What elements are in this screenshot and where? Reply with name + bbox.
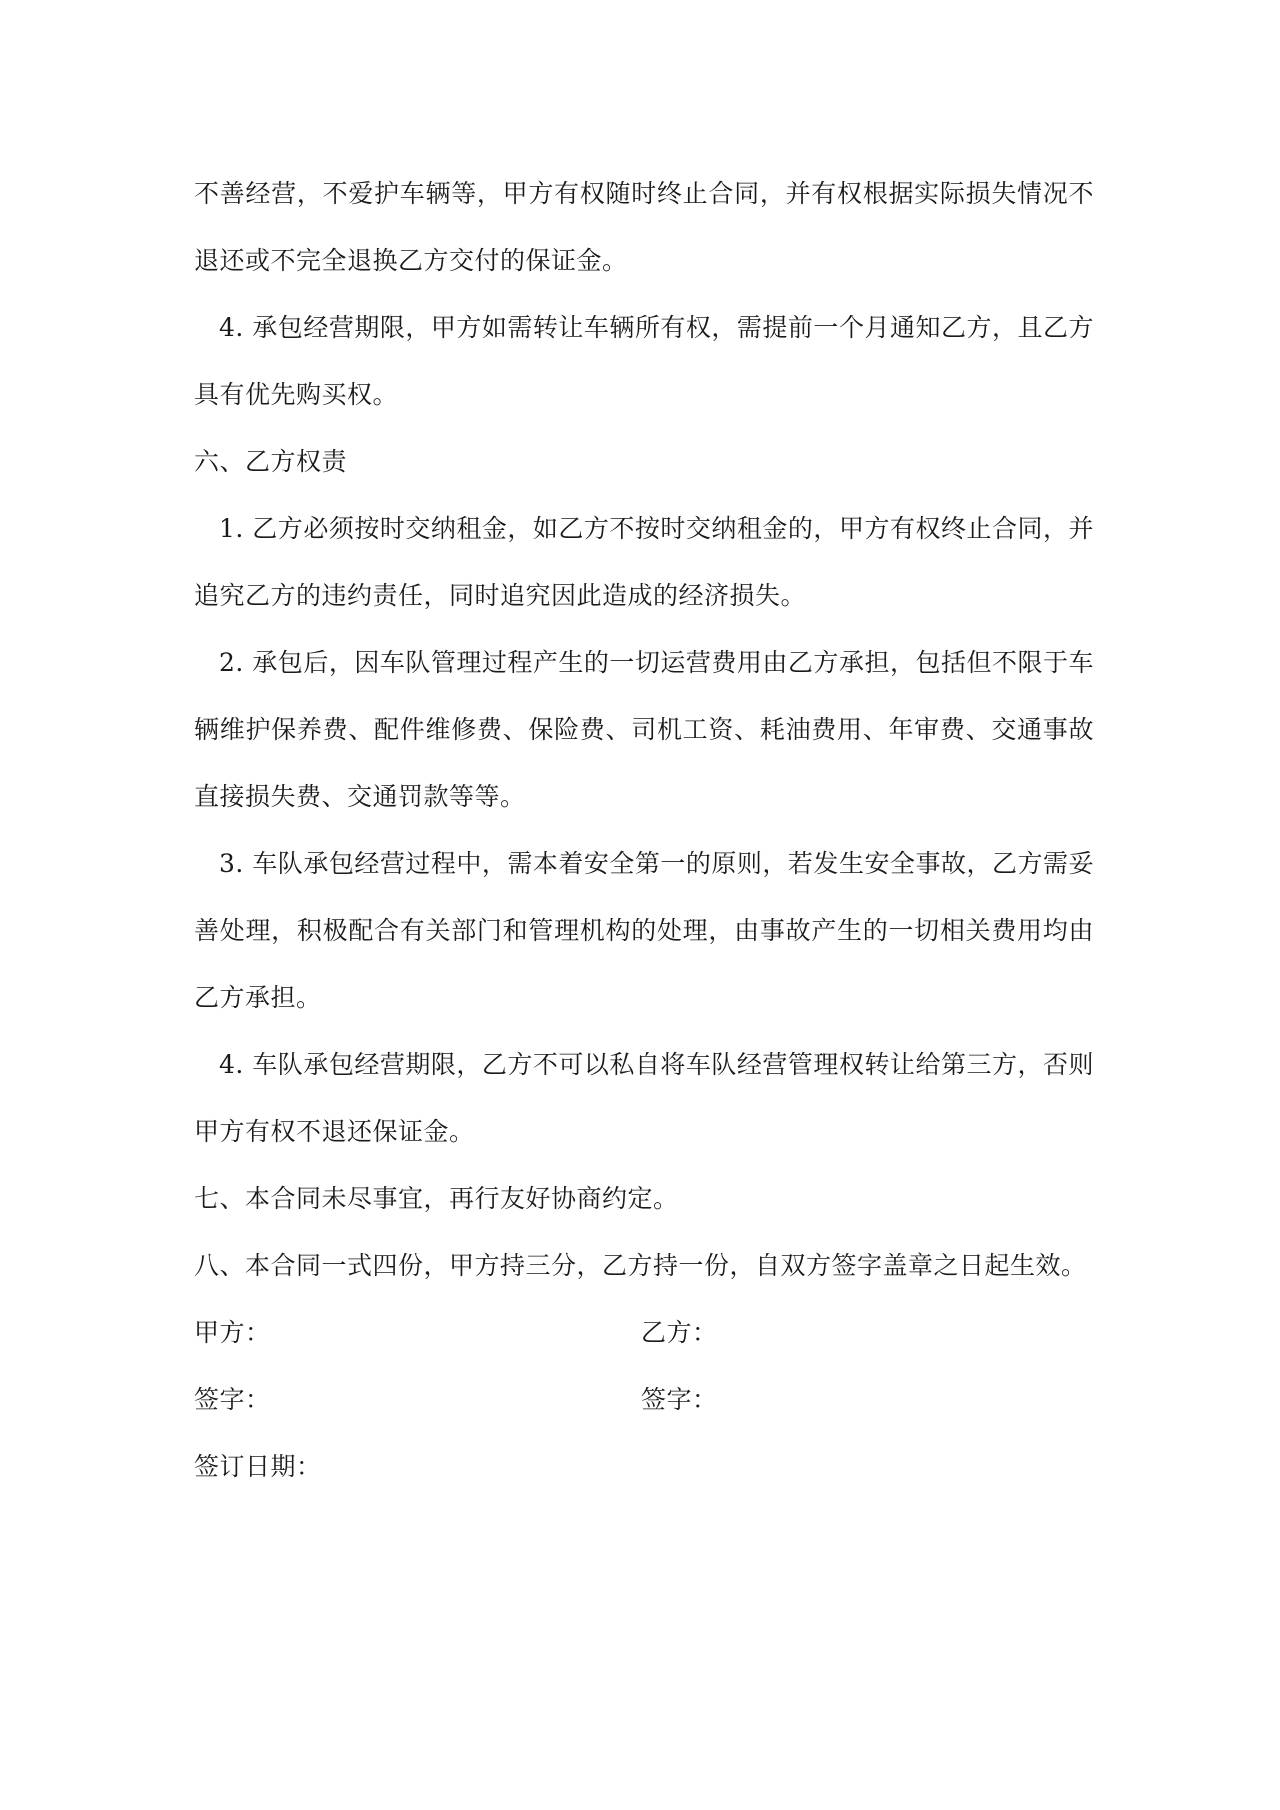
document-body — [194, 160, 1094, 1500]
sign-b-label: 签字： — [641, 1385, 718, 1414]
paragraph-5: 2. 承包后，因车队管理过程产生的一切运营费用由乙方承担，包括但不限于车辆维护保养费、配件维修费、保险费、司机工资、耗油费用、年审费、交通事故直接损失费、交通罚款等等。 — [194, 648, 1094, 811]
signature-row — [194, 1366, 1094, 1433]
date-label: 签订日期： — [194, 1452, 322, 1481]
paragraph-6: 3. 车队承包经营过程中，需本着安全第一的原则，若发生安全事故，乙方需妥善处理，积极配合有关部门和管理机构的处理，由事故产生的一切相关费用均由乙方承担。 — [194, 849, 1094, 1012]
section-8: 八、本合同一式四份，甲方持三分，乙方持一份，自双方签字盖章之日起生效。 — [194, 1251, 1087, 1280]
party-row — [194, 1299, 1094, 1366]
section-heading-6: 六、乙方权责 — [194, 447, 348, 476]
paragraph-1: 不善经营，不爱护车辆等，甲方有权随时终止合同，并有权根据实际损失情况不退还或不完全退换乙方交付的保证金。 — [194, 179, 1094, 275]
party-a-label: 甲方： — [194, 1318, 271, 1347]
paragraph-2: 4. 承包经营期限，甲方如需转让车辆所有权，需提前一个月通知乙方，且乙方具有优先购买权。 — [194, 313, 1094, 409]
section-7: 七、本合同未尽事宜，再行友好协商约定。 — [194, 1184, 679, 1213]
paragraph-4: 1. 乙方必须按时交纳租金，如乙方不按时交纳租金的，甲方有权终止合同，并追究乙方的违约责任，同时追究因此造成的经济损失。 — [194, 514, 1094, 610]
party-b-label: 乙方： — [641, 1318, 718, 1347]
paragraph-7: 4. 车队承包经营期限，乙方不可以私自将车队经营管理权转让给第三方，否则甲方有权不退还保证金。 — [194, 1050, 1094, 1146]
sign-a-label: 签字： — [194, 1385, 271, 1414]
date-row — [194, 1433, 1094, 1500]
